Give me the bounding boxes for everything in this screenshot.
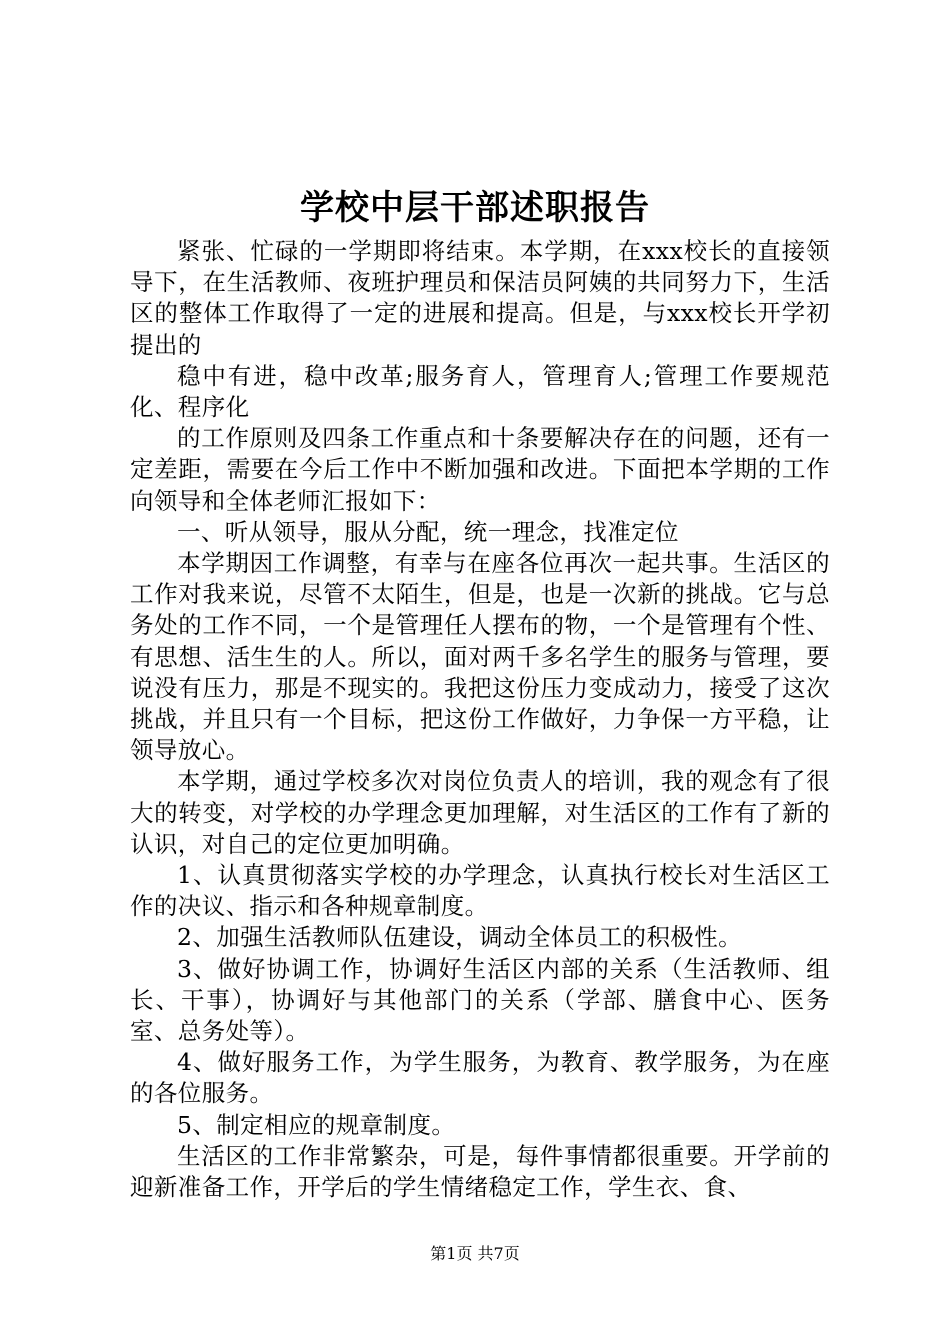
paragraph-gap: 的工作原则及四条工作重点和十条要解决存在的问题，还有一定差距，需要在今后工作中不断加强和改进。下面把本学期的工作向领导和全体老师汇报如下： — [130, 424, 830, 515]
paragraph-new-role: 本学期因工作调整，有幸与在座各位再次一起共事。生活区的工作对我来说，尽管不太陌生，但是，也是一次新的挑战。它与总务处的工作不同，一个是管理任人摆布的物，一个是管理有个性、有思想、活生生的人。所以，面对两千多名学生的服务与管理，要说没有压力，那是不现实的。我把这份压力变成动力，接受了这次挑战，并且只有一个目标，把这份工作做好，力争保一方平稳，让领导放心。 — [130, 549, 830, 765]
paragraph-workload: 生活区的工作非常繁杂，可是，每件事情都很重要。开学前的迎新准备工作，开学后的学生情绪稳定工作，学生衣、食、 — [130, 1141, 830, 1202]
list-item-3: 3、做好协调工作，协调好生活区内部的关系（生活教师、组长、干事），协调好与其他部门的关系（学部、膳食中心、医务室、总务处等）。 — [130, 954, 830, 1046]
paragraph-training: 本学期，通过学校多次对岗位负责人的培训，我的观念有了很大的转变，对学校的办学理念更加理解，对生活区的工作有了新的认识，对自己的定位更加明确。 — [130, 767, 830, 858]
paragraph-intro: 紧张、忙碌的一学期即将结束。本学期，在xxx校长的直接领导下，在生活教师、夜班护理员和保洁员阿姨的共同努力下，生活区的整体工作取得了一定的进展和提高。但是，与xxx校长开学初提出的 — [130, 237, 830, 359]
list-item-5: 5、制定相应的规章制度。 — [177, 1110, 456, 1139]
list-item-4: 4、做好服务工作，为学生服务，为教育、教学服务，为在座的各位服务。 — [130, 1048, 830, 1108]
section-heading-1: 一、听从领导，服从分配，统一理念，找准定位 — [177, 517, 679, 546]
paragraph-principle: 稳中有进，稳中改革;服务育人，管理育人;管理工作要规范化、程序化 — [130, 361, 830, 422]
document-body — [130, 236, 830, 1203]
page-number-footer: 第1页 共7页 — [430, 1244, 520, 1263]
list-item-2: 2、加强生活教师队伍建设，调动全体员工的积极性。 — [177, 923, 743, 952]
list-item-1: 1、认真贯彻落实学校的办学理念，认真执行校长对生活区工作的决议、指示和各种规章制度。 — [130, 861, 830, 921]
document-title: 学校中层干部述职报告 — [300, 188, 650, 228]
